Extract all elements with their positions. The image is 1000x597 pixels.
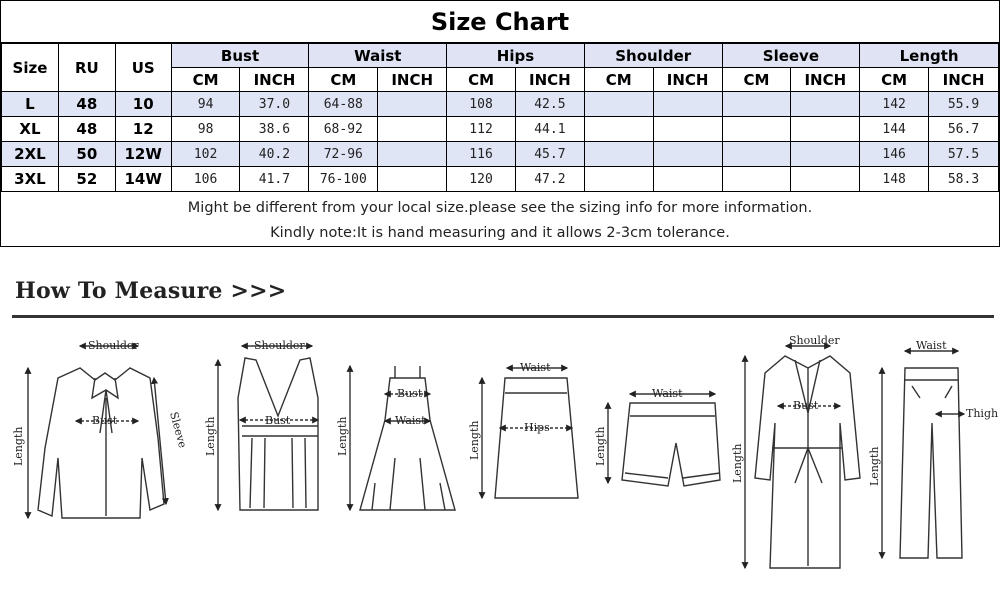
shoulder-inch-cell — [653, 167, 722, 192]
waist-inch-cell — [378, 117, 447, 142]
sleeve-inch-cell — [791, 167, 860, 192]
chart-title-row — [1, 1, 999, 43]
shoulder-cm-cell — [584, 167, 653, 192]
waist-inch-cell — [378, 142, 447, 167]
length-label: Length — [204, 416, 217, 456]
bust-cm-cell: 94 — [171, 92, 240, 117]
hips-cm-cell: 116 — [447, 142, 516, 167]
waist-label: Waist — [916, 339, 947, 352]
sleeve-cm-cell — [722, 92, 791, 117]
col-header-length: Length — [860, 44, 999, 68]
subheader-cm: CM — [860, 68, 929, 92]
waist-cm-cell: 64-88 — [309, 92, 378, 117]
waist-cm-cell: 72-96 — [309, 142, 378, 167]
us-cell: 10 — [115, 92, 171, 117]
note-line: Might be different from your local size.please see the sizing info for more information. — [187, 200, 813, 216]
subheader-inch: INCH — [515, 68, 584, 92]
col-header-shoulder: Shoulder — [584, 44, 722, 68]
length-label: Length — [868, 446, 881, 486]
sleeve-cm-cell — [722, 142, 791, 167]
hips-cm-cell: 108 — [447, 92, 516, 117]
subheader-inch: INCH — [929, 68, 999, 92]
bust-inch-cell: 40.2 — [240, 142, 309, 167]
shoulder-inch-cell — [653, 142, 722, 167]
col-header-ru: RU — [58, 44, 115, 92]
size-cell: L — [2, 92, 59, 117]
ru-cell: 50 — [58, 142, 115, 167]
subheader-cm: CM — [722, 68, 791, 92]
shoulder-cm-cell — [584, 142, 653, 167]
subheader-inch: INCH — [791, 68, 860, 92]
waist-inch-cell — [378, 167, 447, 192]
us-cell: 12W — [115, 142, 171, 167]
length-label: Length — [468, 420, 481, 460]
us-cell: 12 — [115, 117, 171, 142]
length-cm-cell: 148 — [860, 167, 929, 192]
shoulder-cm-cell — [584, 92, 653, 117]
shoulder-inch-cell — [653, 117, 722, 142]
col-header-bust: Bust — [171, 44, 309, 68]
col-header-hips: Hips — [447, 44, 585, 68]
size-cell: XL — [2, 117, 59, 142]
hips-inch-cell: 42.5 — [515, 92, 584, 117]
shoulder-cm-cell — [584, 117, 653, 142]
waist-label: Waist — [395, 414, 426, 427]
bust-label: Bust — [397, 387, 423, 400]
size-table — [1, 43, 999, 192]
tank-top-diagram — [218, 346, 318, 510]
sleeve-inch-cell — [791, 92, 860, 117]
shorts-diagram — [608, 394, 720, 486]
table-row — [2, 167, 999, 192]
bust-cm-cell: 106 — [171, 167, 240, 192]
how-to-measure-title: How To Measure >>> — [15, 278, 287, 304]
bust-cm-cell: 102 — [171, 142, 240, 167]
sleeve-cm-cell — [722, 117, 791, 142]
us-cell: 14W — [115, 167, 171, 192]
table-row — [2, 117, 999, 142]
sleeve-cm-cell — [722, 167, 791, 192]
length-inch-cell: 57.5 — [929, 142, 999, 167]
waist-label: Waist — [520, 361, 551, 374]
table-row — [2, 142, 999, 167]
thigh-label: Thigh — [966, 407, 999, 420]
length-label: Length — [731, 443, 744, 483]
hips-inch-cell: 45.7 — [515, 142, 584, 167]
blouse-diagram — [28, 346, 166, 518]
waist-cm-cell: 68-92 — [309, 117, 378, 142]
jeans-diagram — [882, 351, 964, 558]
bust-inch-cell: 37.0 — [240, 92, 309, 117]
subheader-cm: CM — [309, 68, 378, 92]
bust-cm-cell: 98 — [171, 117, 240, 142]
size-cell: 3XL — [2, 167, 59, 192]
chart-title: Size Chart — [430, 7, 570, 36]
col-header-sleeve: Sleeve — [722, 44, 860, 68]
length-label: Length — [594, 426, 607, 466]
sleeve-label: Sleeve — [167, 410, 190, 450]
subheader-cm: CM — [447, 68, 516, 92]
bust-inch-cell: 38.6 — [240, 117, 309, 142]
how-to-measure-panel — [0, 248, 1000, 597]
bust-label: Bust — [793, 399, 819, 412]
waist-label: Waist — [652, 387, 683, 400]
bust-label: Bust — [92, 414, 118, 427]
bust-label: Bust — [265, 414, 291, 427]
length-cm-cell: 146 — [860, 142, 929, 167]
length-cm-cell: 142 — [860, 92, 929, 117]
hips-inch-cell: 44.1 — [515, 117, 584, 142]
ru-cell: 48 — [58, 117, 115, 142]
waist-inch-cell — [378, 92, 447, 117]
length-inch-cell: 58.3 — [929, 167, 999, 192]
length-inch-cell: 56.7 — [929, 117, 999, 142]
coat-diagram — [745, 346, 860, 568]
subheader-inch: INCH — [240, 68, 309, 92]
notes-block — [1, 196, 999, 246]
ru-cell: 48 — [58, 92, 115, 117]
note-line: Kindly note:It is hand measuring and it allows 2-3cm tolerance. — [270, 225, 730, 241]
waist-cm-cell: 76-100 — [309, 167, 378, 192]
length-label: Length — [12, 426, 25, 466]
hips-cm-cell: 120 — [447, 167, 516, 192]
hips-label: Hips — [524, 421, 550, 434]
col-header-size: Size — [2, 44, 59, 92]
size-cell: 2XL — [2, 142, 59, 167]
sleeve-inch-cell — [791, 142, 860, 167]
col-header-us: US — [115, 44, 171, 92]
shoulder-label: Shoulder — [88, 339, 139, 352]
subheader-inch: INCH — [653, 68, 722, 92]
length-inch-cell: 55.9 — [929, 92, 999, 117]
sleeve-inch-cell — [791, 117, 860, 142]
shoulder-inch-cell — [653, 92, 722, 117]
size-chart-panel — [0, 0, 1000, 247]
col-header-waist: Waist — [309, 44, 447, 68]
table-row — [2, 92, 999, 117]
bust-inch-cell: 41.7 — [240, 167, 309, 192]
shoulder-label: Shoulder — [789, 334, 840, 347]
subheader-cm: CM — [584, 68, 653, 92]
garment-diagrams — [0, 248, 1000, 597]
subheader-cm: CM — [171, 68, 240, 92]
length-label: Length — [336, 416, 349, 456]
length-cm-cell: 144 — [860, 117, 929, 142]
hips-cm-cell: 112 — [447, 117, 516, 142]
hips-inch-cell: 47.2 — [515, 167, 584, 192]
subheader-inch: INCH — [378, 68, 447, 92]
ru-cell: 52 — [58, 167, 115, 192]
shoulder-label: Shoulder — [254, 339, 305, 352]
